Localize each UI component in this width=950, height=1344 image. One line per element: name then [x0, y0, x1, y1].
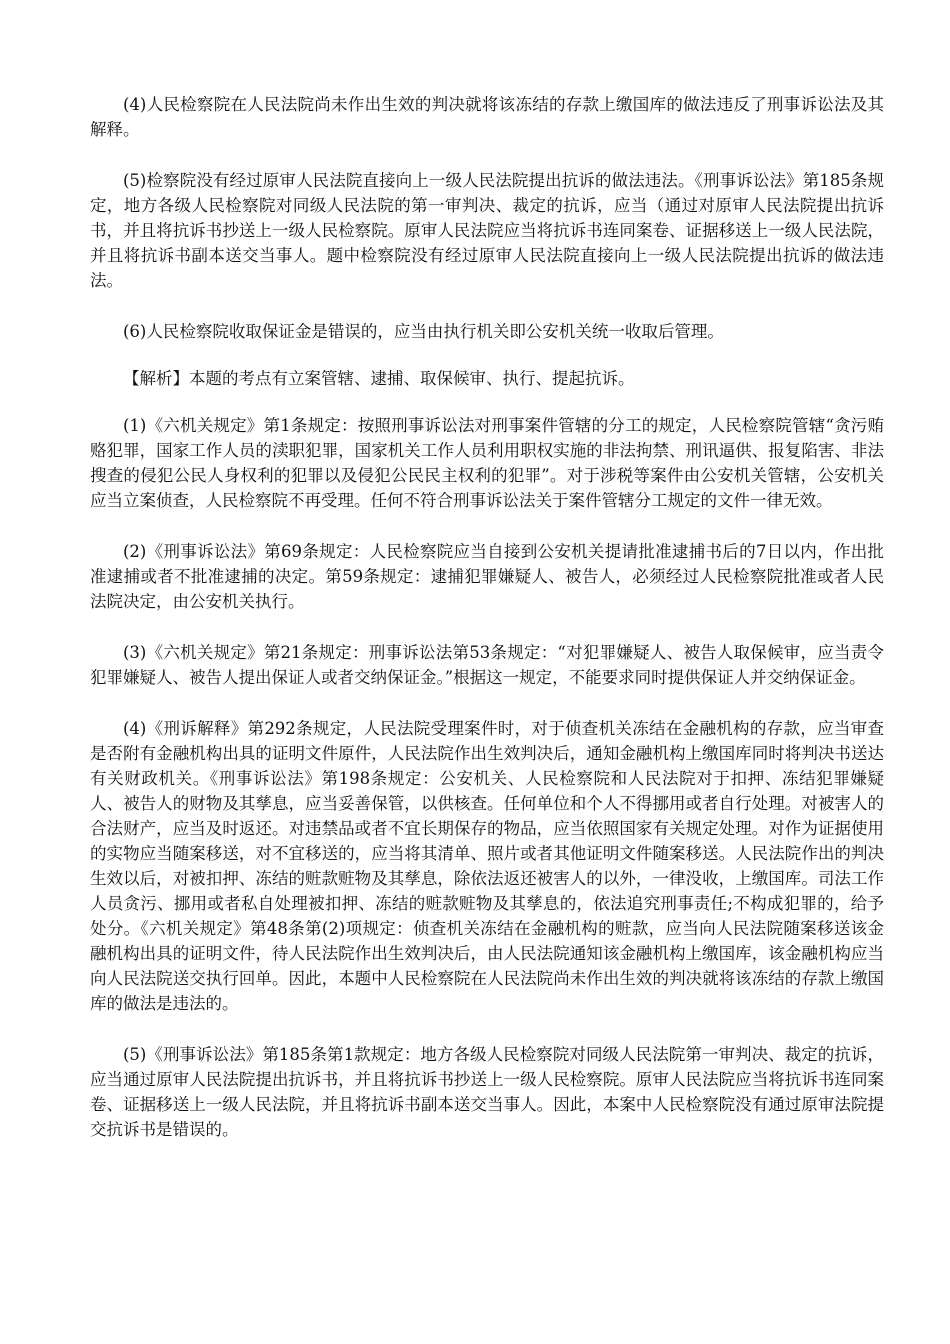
paragraph-answer-5: (5)检察院没有经过原审人民法院直接向上一级人民法院提出抗诉的做法违法。《刑事诉讼法》第185条规定，地方各级人民检察院对同级人民法院的第一审判决、裁定的抗诉，应当（通过对原审人民法院提出抗诉书，并且将抗诉书抄送上一级人民检察院。原审人民法院应当将抗诉书连同案卷、证据移送上一级人民法院，并且将抗诉书副本送交当事人。题中检察院没有经过原审人民法院直接向上一级人民法院提出抗诉的做法违法。: [90, 171, 884, 290]
paragraph-analysis-heading: 【解析】本题的考点有立案管辖、逮捕、取保候审、执行、提起抗诉。: [123, 369, 635, 388]
paragraph-analysis-2: (2)《刑事诉讼法》第69条规定：人民检察院应当自接到公安机关提请批准逮捕书后的7日以内，作出批准逮捕或者不批准逮捕的决定。第59条规定：逮捕犯罪嫌疑人、被告人，必须经过人民检察院批准或者人民法院决定，由公安机关执行。: [90, 542, 884, 611]
paragraph-analysis-5: (5)《刑事诉讼法》第185条第1款规定：地方各级人民检察院对同级人民法院第一审判决、裁定的抗诉，应当通过原审人民法院提出抗诉书，并且将抗诉书抄送上一级人民检察院。原审人民法院应当将抗诉书连同案卷、证据移送上一级人民法院，并且将抗诉书副本送交当事人。因此，本案中人民检察院没有通过原审法院提交抗诉书是错误的。: [90, 1045, 884, 1139]
paragraph-answer-4: (4)人民检察院在人民法院尚未作出生效的判决就将该冻结的存款上缴国库的做法违反了刑事诉讼法及其解释。: [90, 95, 884, 139]
paragraph-analysis-1: (1)《六机关规定》第1条规定：按照刑事诉讼法对刑事案件管辖的分工的规定，人民检察院管辖“贪污贿赂犯罪，国家工作人员的渎职犯罪，国家机关工作人员利用职权实施的非法拘禁、刑讯逼供、报复陷害、非法搜查的侵犯公民人身权利的犯罪以及侵犯公民民主权利的犯罪”。对于涉税等案件由公安机关管辖，公安机关应当立案侦查，人民检察院不再受理。任何不符合刑事诉讼法关于案件管辖分工规定的文件一律无效。: [90, 416, 884, 510]
paragraph-answer-6: (6)人民检察院收取保证金是错误的，应当由执行机关即公安机关统一收取后管理。: [123, 322, 724, 341]
document-body: [90, 92, 884, 1168]
paragraph-analysis-3: (3)《六机关规定》第21条规定：刑事诉讼法第53条规定：“对犯罪嫌疑人、被告人取保候审，应当责令犯罪嫌疑人、被告人提出保证人或者交纳保证金。”根据这一规定，不能要求同时提供保证人并交纳保证金。: [90, 643, 884, 687]
paragraph-analysis-4: (4)《刑诉解释》第292条规定，人民法院受理案件时，对于侦查机关冻结在金融机构的存款，应当审查是否附有金融机构出具的证明文件原件，人民法院作出生效判决后，通知金融机构上缴国库同时将判决书送达有关财政机关。《刑事诉讼法》第198条规定：公安机关、人民检察院和人民法院对于扣押、冻结犯罪嫌疑人、被告人的财物及其孳息，应当妥善保管，以供核查。任何单位和个人不得挪用或者自行处理。对被害人的合法财产，应当及时返还。对违禁品或者不宜长期保存的物品，应当依照国家有关规定处理。对作为证据使用的实物应当随案移送，对不宜移送的，应当将其清单、照片或者其他证明文件随案移送。人民法院作出的判决生效以后，对被扣押、冻结的赃款赃物及其孳息，除依法返还被害人的以外，一律没收，上缴国库。司法工作人员贪污、挪用或者私自处理被扣押、冻结的赃款赃物及其孳息的，依法追究刑事责任;不构成犯罪的，给予处分。《六机关规定》第48条第(2)项规定：侦查机关冻结在金融机构的赃款，应当向人民法院随案移送该金融机构出具的证明文件，待人民法院作出生效判决后，由人民法院通知该金融机构上缴国库，该金融机构应当向人民法院送交执行回单。因此，本题中人民检察院在人民法院尚未作出生效的判决就将该冻结的存款上缴国库的做法是违法的。: [90, 719, 884, 1013]
